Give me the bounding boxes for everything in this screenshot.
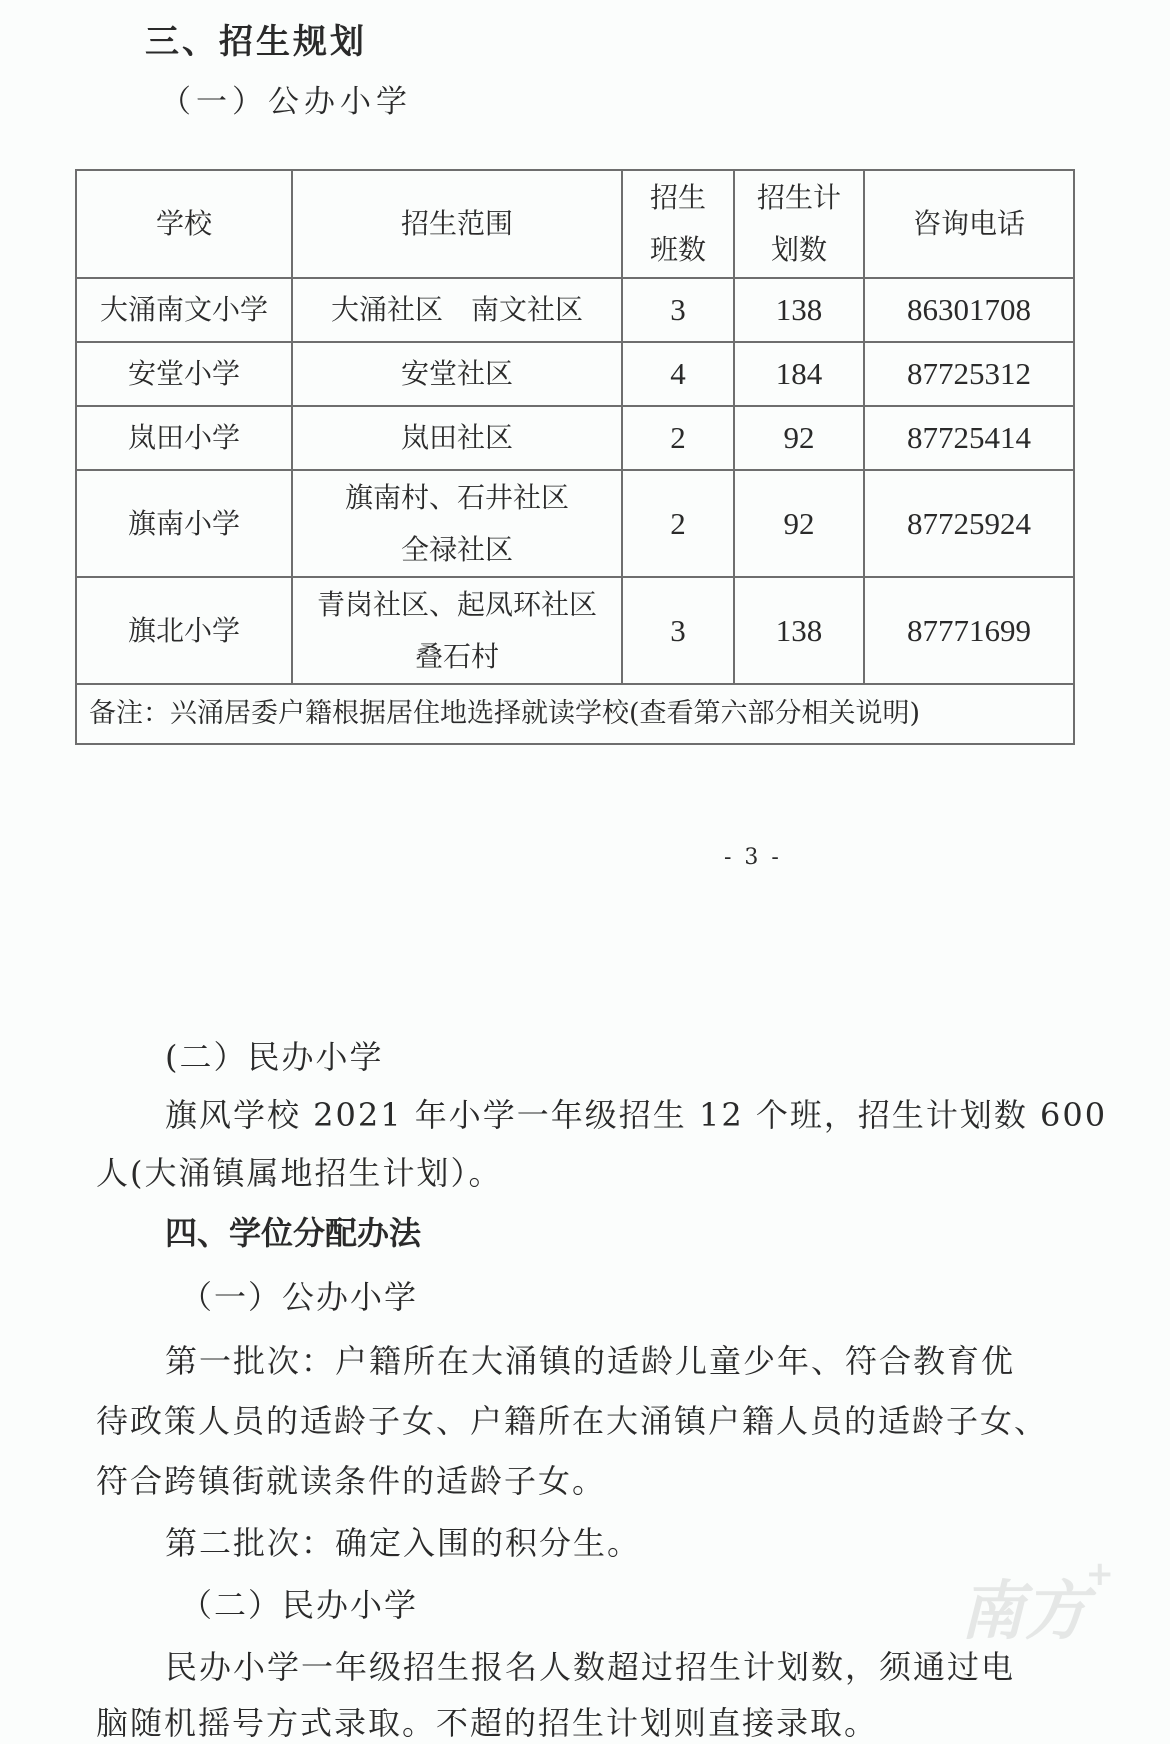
enrollment-plan-table: [75, 169, 1075, 745]
cell-school: 大涌南文小学: [76, 278, 292, 342]
table-row: [76, 406, 1074, 470]
cell-phone: 86301708: [864, 278, 1074, 342]
cell-scope: [292, 470, 622, 577]
table-note: 备注：兴涌居委户籍根据居住地选择就读学校(查看第六部分相关说明): [76, 684, 1074, 744]
cell-classes: 4: [622, 342, 734, 406]
header-plan-line2: 划数: [770, 233, 827, 266]
header-scope: 招生范围: [292, 170, 622, 278]
header-classes-line1: 招生: [649, 181, 706, 214]
header-classes-line2: 班数: [649, 233, 706, 266]
header-classes: [622, 170, 734, 278]
private-school-paragraph-line1: 旗风学校 2021 年小学一年级招生 12 个班，招生计划数 600: [165, 1096, 1108, 1134]
cell-school: 旗南小学: [76, 470, 292, 577]
cell-plan: 92: [734, 470, 864, 577]
section-4-title: 四、学位分配办法: [165, 1214, 422, 1252]
cell-scope: 岚田社区: [292, 406, 622, 470]
private-rule-line1: 民办小学一年级招生报名人数超过招生计划数，须通过电: [165, 1648, 1016, 1686]
table-header-row: [76, 170, 1074, 278]
batch2-line: 第二批次：确定入围的积分生。: [165, 1524, 642, 1562]
batch1-line2: 待政策人员的适龄子女、户籍所在大涌镇户籍人员的适龄子女、: [96, 1402, 1049, 1440]
cell-classes: 2: [622, 406, 734, 470]
table-row: [76, 470, 1074, 577]
cell-scope-line2: 叠石村: [414, 639, 499, 673]
watermark-logo: [960, 1554, 1120, 1670]
private-school-paragraph-line2: 人(大涌镇属地招生计划）。: [96, 1154, 503, 1192]
cell-plan: 92: [734, 406, 864, 470]
section-4-private-subtitle: （二）民办小学: [180, 1586, 419, 1624]
section-3-title: 三、招生规划: [145, 22, 367, 62]
page-number: - 3 -: [724, 845, 782, 870]
cell-phone: 87771699: [864, 577, 1074, 684]
table-row: [76, 342, 1074, 406]
cell-scope-line1: 旗南村、石井社区: [344, 480, 569, 514]
cell-scope: 安堂社区: [292, 342, 622, 406]
table-row: [76, 278, 1074, 342]
cell-classes: 3: [622, 577, 734, 684]
cell-school: 旗北小学: [76, 577, 292, 684]
header-plan-line1: 招生计: [756, 181, 841, 214]
cell-phone: 87725924: [864, 470, 1074, 577]
batch1-line3: 符合跨镇街就读条件的适龄子女。: [96, 1462, 607, 1500]
cell-phone: 87725414: [864, 406, 1074, 470]
cell-scope: 大涌社区 南文社区: [292, 278, 622, 342]
cell-plan: 138: [734, 577, 864, 684]
cell-scope: [292, 577, 622, 684]
cell-classes: 2: [622, 470, 734, 577]
cell-scope-line1: 青岗社区、起凤环社区: [316, 587, 597, 621]
private-rule-line2: 脑随机摇号方式录取。不超的招生计划则直接录取。: [96, 1704, 879, 1742]
plus-icon: +: [1085, 1554, 1114, 1594]
cell-school: 安堂小学: [76, 342, 292, 406]
cell-classes: 3: [622, 278, 734, 342]
table-note-row: [76, 684, 1074, 744]
header-plan: [734, 170, 864, 278]
subsection-private-primary-title: (二）民办小学: [165, 1038, 384, 1076]
header-school: 学校: [76, 170, 292, 278]
cell-plan: 138: [734, 278, 864, 342]
cell-phone: 87725312: [864, 342, 1074, 406]
cell-plan: 184: [734, 342, 864, 406]
cell-school: 岚田小学: [76, 406, 292, 470]
batch1-line1: 第一批次：户籍所在大涌镇的适龄儿童少年、符合教育优: [165, 1342, 1016, 1380]
header-phone: 咨询电话: [864, 170, 1074, 278]
subsection-public-primary-title: （一）公办小学: [160, 84, 412, 120]
watermark-text: 南方: [960, 1575, 1088, 1649]
table-row: [76, 577, 1074, 684]
section-4-public-subtitle: （一）公办小学: [180, 1278, 419, 1316]
cell-scope-line2: 全禄社区: [400, 532, 513, 566]
